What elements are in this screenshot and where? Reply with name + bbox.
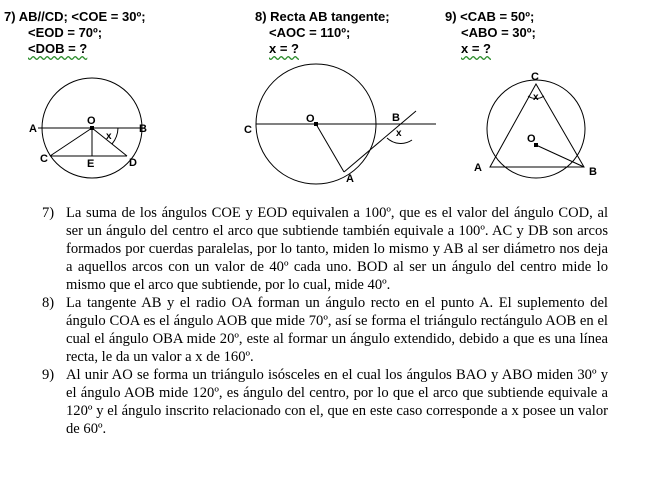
problem-9-line-1: 9) <CAB = 50º;: [445, 9, 535, 24]
fig9-label-b: B: [589, 166, 597, 178]
fig9-label-x: x: [533, 92, 539, 103]
answer-8-text: La tangente AB y el radio OA forman un ángulo recto en el punto A. El suplemento del ángulo COA es el ángulo AOB que mide 70º, así se forma el triángulo rectángulo AOB en el cual el ángulo OBA mide 20º, este al formar un ángulo extendido, debido a que es una línea recta, le da un valor a x de 160º.: [66, 295, 608, 365]
fig7-label-c: C: [40, 153, 48, 165]
problem-7-line-1: 7) AB//CD; <COE = 30º;: [4, 9, 146, 24]
fig7-label-b: B: [139, 123, 147, 135]
fig8-label-c: C: [244, 124, 252, 136]
fig9-label-c: C: [531, 71, 539, 83]
problem-9-question: x = ?: [461, 41, 491, 56]
problem-8-line-2: <AOC = 110º;: [269, 25, 351, 40]
answer-8-number: 8): [42, 295, 55, 311]
problem-8-question: x = ?: [269, 41, 299, 56]
answer-7-text: La suma de los ángulos COE y EOD equivalen a 100º, que es el valor del ángulo COD, al ser un ángulo del centro el arco que subtiende también equivale a 100º. AC y DB son arcos formados por cuerdas paralelas, por lo tanto, miden lo mismo y AB al ser diámetro nos deja a aquellos arcos con un valor de 40º cada uno. BOD al ser un ángulo del centro mide lo mismo que el arco que subtiende, por lo cual, mide 40º.: [66, 205, 608, 293]
fig8-label-a: A: [346, 173, 354, 185]
problem-9-line-2: <ABO = 30º;: [461, 25, 536, 40]
fig7-label-x: x: [106, 131, 112, 142]
fig8-label-x: x: [396, 128, 402, 139]
fig7-label-a: A: [29, 123, 37, 135]
answers-list: [42, 204, 608, 438]
answer-8: [42, 294, 608, 366]
fig8-label-o: O: [306, 113, 315, 125]
fig7-label-d: D: [129, 157, 137, 169]
fig7-label-o: O: [87, 115, 96, 127]
problem-7-line-2: <EOD = 70º;: [28, 25, 103, 40]
answer-9-text: Al unir AO se forma un triángulo isósceles en el cual los ángulos BAO y ABO miden 30º y el ángulo AOB mide 120º, es ángulo del centro, por lo que el arco que subtiende equivale a 120º y el ángulo inscrito relacionado con el, que en este caso corresponde a x posee un valor de 60º.: [66, 367, 608, 437]
answer-7: [42, 204, 608, 294]
fig9-label-o: O: [527, 133, 536, 145]
answer-7-number: 7): [42, 205, 55, 221]
problem-8-line-1: 8) Recta AB tangente;: [255, 9, 390, 24]
problem-7-question: <DOB = ?: [28, 41, 88, 56]
fig8-label-b: B: [392, 112, 400, 124]
answer-9-number: 9): [42, 367, 55, 383]
fig9-label-a: A: [474, 162, 482, 174]
fig7-label-e: E: [87, 158, 95, 170]
answer-9: [42, 366, 608, 438]
